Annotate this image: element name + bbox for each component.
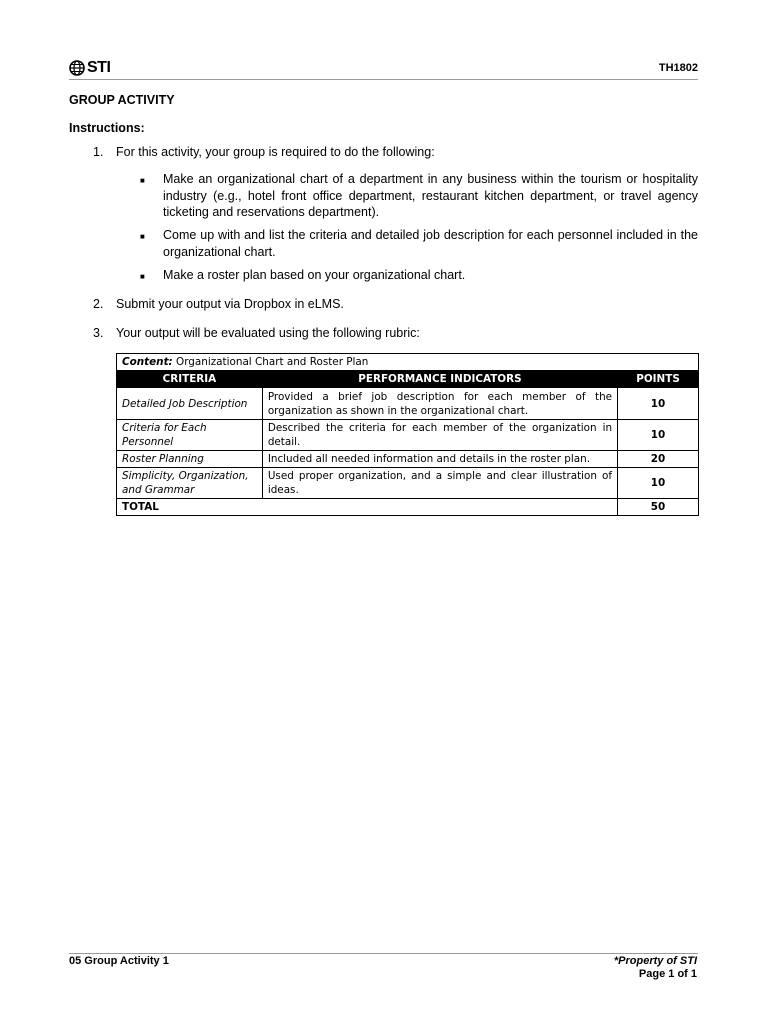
rubric-table [116,353,699,516]
header-criteria: CRITERIA [117,371,263,388]
item-number: 1. [93,145,104,159]
item-number: 2. [93,297,104,311]
bullet-marker: ■ [140,232,145,241]
property-note: *Property of STI [613,955,697,967]
table-row [117,468,699,499]
item-text: Your output will be evaluated using the following rubric: [116,326,420,340]
logo-text: STI [87,59,111,76]
item-number: 3. [93,326,104,340]
criteria-cell: Detailed Job Description [117,388,263,420]
item-text: For this activity, your group is required to do the following: [116,145,435,159]
document-code: TH1802 [658,62,698,74]
sti-logo [69,58,110,78]
content-value: Organizational Chart and Roster Plan [176,356,369,368]
rubric-header-row [117,371,699,388]
criteria-cell: Roster Planning [117,451,263,468]
criteria-cell: Simplicity, Organization, and Grammar [117,468,263,499]
indicator-cell: Provided a brief job description for each member of the organization as shown in the organizational chart. [262,388,617,420]
bullet-marker: ■ [140,272,145,281]
points-cell: 10 [618,420,699,451]
criteria-cell: Criteria for Each Personnel [117,420,263,451]
item-text: Submit your output via Dropbox in eLMS. [116,297,344,311]
table-row [117,420,699,451]
total-points: 50 [618,499,699,516]
globe-icon [69,60,85,76]
instructions-label: Instructions: [69,121,145,135]
header-performance-indicators: PERFORMANCE INDICATORS [262,371,617,388]
header-points: POINTS [618,371,699,388]
content-label: Content: [122,356,173,368]
table-row [117,388,699,420]
footer-document-name: 05 Group Activity 1 [69,955,169,967]
page-title: GROUP ACTIVITY [69,93,175,107]
indicator-cell: Described the criteria for each member of the organization in detail. [262,420,617,451]
bullet-marker: ■ [140,176,145,185]
total-row [117,499,699,516]
page-number: Page 1 of 1 [638,968,697,980]
rubric-content-row [117,354,699,371]
points-cell: 10 [618,468,699,499]
indicator-cell: Used proper organization, and a simple and clear illustration of ideas. [262,468,617,499]
points-cell: 20 [618,451,699,468]
total-label: TOTAL [117,499,618,516]
bullet-text: Come up with and list the criteria and detailed job description for each personnel included in the organizational chart. [163,228,698,259]
header-divider [69,79,698,80]
table-row [117,451,699,468]
footer-right [614,955,697,981]
bullet-text: Make an organizational chart of a department in any business within the tourism or hospitality industry (e.g., hotel front office department, restaurant kitchen department, or travel agency ticketing and reservations department). [163,172,698,219]
footer-divider [69,953,698,954]
indicator-cell: Included all needed information and details in the roster plan. [262,451,617,468]
bullet-text: Make a roster plan based on your organizational chart. [163,268,466,282]
points-cell: 10 [618,388,699,420]
rubric-content-cell [117,354,699,371]
